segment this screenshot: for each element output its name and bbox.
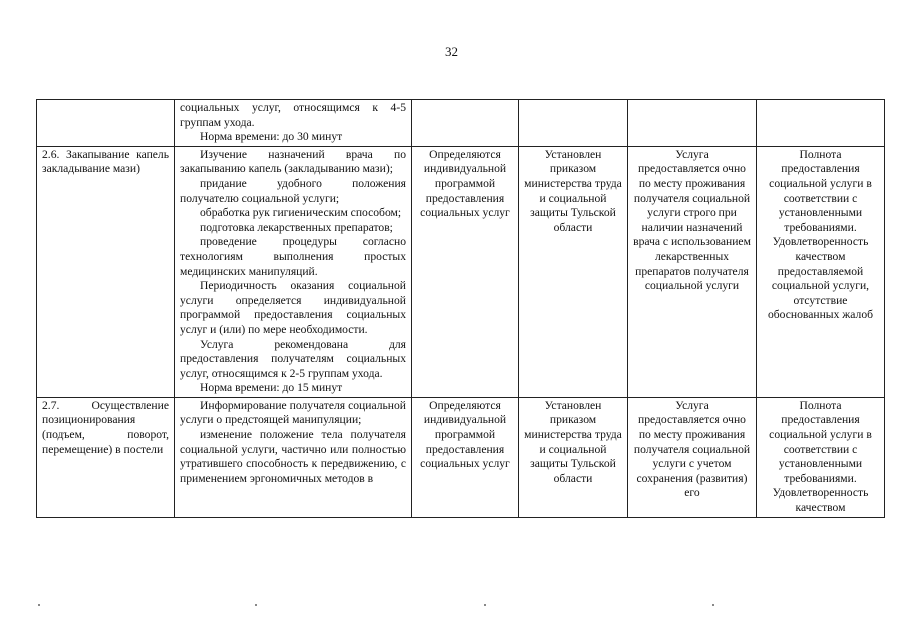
- description-paragraph: придание удобного положения получателю социальной услуги;: [180, 176, 406, 205]
- table-row-2-6: [37, 146, 885, 397]
- description-paragraph: Информирование получателя социальной услуги о предстоящей манипуляции;: [180, 398, 406, 427]
- service-description-cell: [175, 397, 412, 517]
- time-norm: Норма времени: до 30 минут: [200, 130, 343, 144]
- page-number: 32: [445, 44, 458, 59]
- conditions-cell: Услуга предоставляется очно по месту проживания получателя социальной услуги с учетом сохранения (развития) его: [628, 397, 757, 517]
- table-row-2-7: [37, 397, 885, 517]
- service-name-cell: [37, 100, 175, 147]
- conditions-cell: Услуга предоставляется очно по месту проживания получателя социальной услуги строго при наличии назначений врача с использованием лекарственных препаратов получателя социальной услуги: [628, 146, 757, 397]
- table-row-continuation: [37, 100, 885, 147]
- description-paragraph: Периодичность оказания социальной услуги определяется индивидуальной программой предоставления социальных услуг и (или) по мере необходимости.: [180, 279, 406, 336]
- services-table: [36, 99, 885, 518]
- quality-cell: Полнота предоставления социальной услуги в соответствии с установленными требованиями. Удовлетворенность качеством: [757, 397, 885, 517]
- description-paragraph: изменение положение тела получателя социальной услуги, частично или полностью утратившего способность к передвижению, с применением эргономичных методов в: [180, 428, 406, 485]
- standard-cell: Установлен приказом министерства труда и социальной защиты Тульской области: [519, 146, 628, 397]
- standard-cell: [519, 100, 628, 147]
- description-paragraph: Услуга рекомендована для предоставления получателям социальных услуг, относящимся к 2-5 группам ухода.: [180, 337, 406, 380]
- description-paragraph: Изучение назначений врача по закапыванию капель (закладыванию мази);: [180, 147, 406, 176]
- quality-cell: [757, 100, 885, 147]
- service-name-cell: 2.6. Закапывание капель закладывание мази): [37, 146, 175, 397]
- scan-dot: [712, 604, 714, 606]
- recipients-cell: [412, 100, 519, 147]
- conditions-cell: [628, 100, 757, 147]
- description-paragraph: обработка рук гигиеническим способом;: [200, 206, 402, 220]
- service-description-cell: [175, 146, 412, 397]
- time-norm: Норма времени: до 15 минут: [200, 381, 343, 395]
- recipients-cell: Определяются индивидуальной программой предоставления социальных услуг: [412, 146, 519, 397]
- scan-dot: [38, 604, 40, 606]
- service-name-cell: 2.7. Осуществление позиционирования (подъем, поворот, перемещение) в постели: [37, 397, 175, 517]
- scan-dot: [484, 604, 486, 606]
- description-paragraph: проведение процедуры согласно технологиям выполнения простых медицинских манипуляций.: [180, 235, 406, 278]
- scan-dot: [255, 604, 257, 606]
- standard-cell: Установлен приказом министерства труда и социальной защиты Тульской области: [519, 397, 628, 517]
- scan-marks: [0, 604, 903, 614]
- recipients-cell: Определяются индивидуальной программой предоставления социальных услуг: [412, 397, 519, 517]
- description-paragraph: социальных услуг, относящимся к 4-5 группам ухода.: [180, 101, 406, 129]
- quality-cell: Полнота предоставления социальной услуги в соответствии с установленными требованиями. Удовлетворенность качеством предоставляемой социальной услуги, отсутствие обоснованных жалоб: [757, 146, 885, 397]
- description-paragraph: подготовка лекарственных препаратов;: [200, 220, 393, 234]
- service-description-cell: [175, 100, 412, 147]
